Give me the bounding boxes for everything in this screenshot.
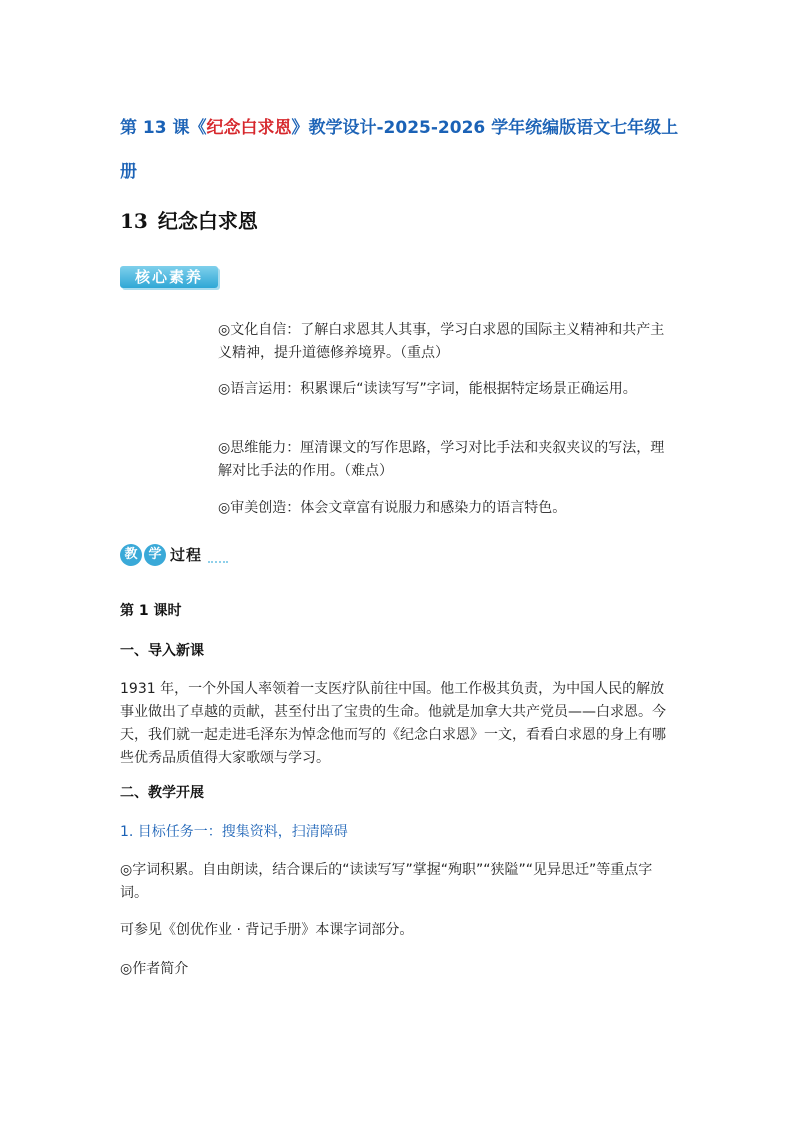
vocabulary-paragraph: ◎字词积累。自由朗读，结合课后的“读读写写”掌握“殉职”“狭隘”“见异思迁”等重点字词。 — [120, 862, 653, 901]
process-badge-circle-2: 学 — [144, 544, 166, 566]
reference-paragraph: 可参见《创优作业 · 背记手册》本课字词部分。 — [120, 922, 414, 938]
section-teaching-heading: 二、教学开展 — [120, 785, 204, 801]
goal-thinking-ability: ◎思维能力：厘清课文的写作思路，学习对比手法和夹叙夹议的写法，理解对比手法的作用。（难点） — [218, 440, 665, 479]
task-one-heading: 1. 目标任务一：搜集资料，扫清障碍 — [120, 824, 348, 840]
teaching-process-badge — [120, 543, 230, 569]
section-intro-heading: 一、导入新课 — [120, 643, 204, 659]
title-lesson-name: 纪念白求恩 — [206, 118, 292, 138]
goal-aesthetic-creation: ◎审美创造：体会文章富有说服力和感染力的语言特色。 — [218, 500, 567, 516]
lesson-heading — [120, 205, 258, 234]
goal-cultural-confidence: ◎文化自信：了解白求恩其人其事，学习白求恩的国际主义精神和共产主义精神，提升道德修养境界。（重点） — [218, 322, 665, 361]
document-title — [120, 106, 680, 194]
title-prefix: 第 13 课《 — [120, 118, 207, 138]
title-suffix: 》教学设计-2025-2026 学年统编版语文七年级上册 — [120, 118, 679, 182]
lesson-title: 纪念白求恩 — [157, 209, 258, 233]
intro-paragraph: 1931 年，一个外国人率领着一支医疗队前往中国。他工作极其负责，为中国人民的解放事业做出了卓越的贡献，甚至付出了宝贵的生命。他就是加拿大共产党员——白求恩。今天，我们就一起走进毛泽东为悼念他而写的《纪念白求恩》一文，看看白求恩的身上有哪些优秀品质值得大家歌颂与学习。 — [120, 681, 666, 766]
author-intro-heading: ◎作者简介 — [120, 961, 189, 977]
goal-language-use: ◎语言运用：积累课后“读读写写”字词，能根据特定场景正确运用。 — [218, 381, 637, 397]
period-heading: 第 1 课时 — [120, 603, 182, 619]
process-badge-decoration — [208, 555, 228, 563]
process-badge-circle-1: 教 — [120, 544, 142, 566]
process-badge-label: 过程 — [170, 546, 203, 564]
core-literacy-badge-label: 核心素养 — [134, 268, 203, 286]
lesson-number: 13 — [120, 209, 148, 233]
core-literacy-badge — [120, 264, 220, 290]
